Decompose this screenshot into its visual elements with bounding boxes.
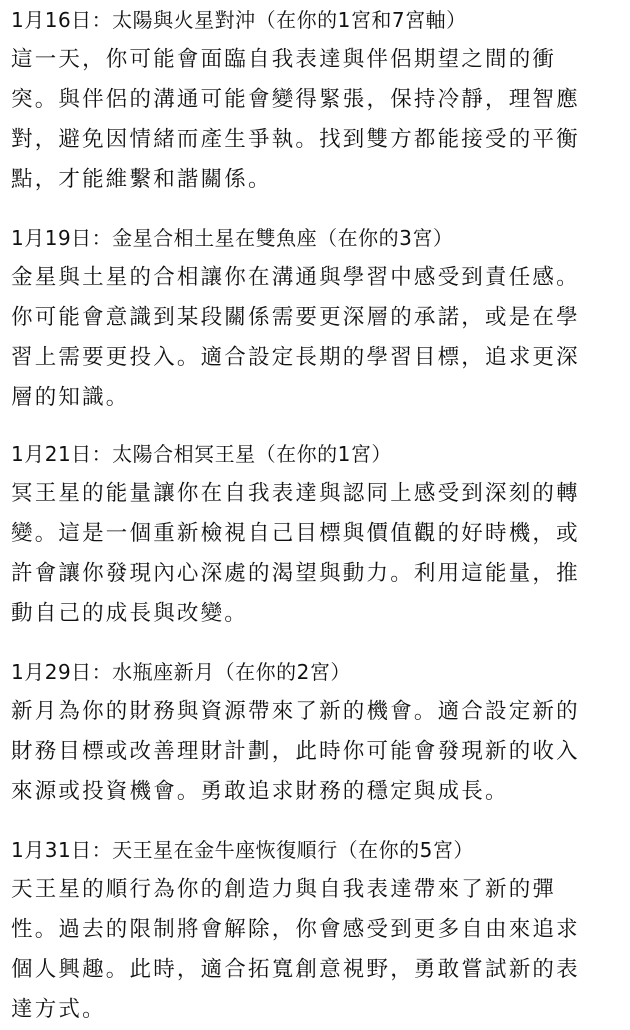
entry-line: 達方式。 <box>11 997 106 1022</box>
entry-line: 對，避免因情緒而產生爭執。找到雙方都能接受的平衡 <box>11 127 580 152</box>
entry-line: 你可能會意識到某段關係需要更深層的承諾，或是在學 <box>11 305 580 330</box>
entry-line: 變。這是一個重新檢視自己目標與價值觀的好時機，或 <box>11 521 580 546</box>
entry-heading: 1月19日：金星合相土星在雙魚座（在你的3宮） <box>11 226 454 250</box>
entry-heading: 1月31日：天王星在金牛座恢復順行（在你的5宮） <box>11 838 474 862</box>
entry-line: 這一天，你可能會面臨自我表達與伴侶期望之間的衝 <box>11 47 557 72</box>
entry-jan31 <box>11 830 623 1030</box>
entry-line: 個人興趣。此時，適合拓寬創意視野，勇敢嘗試新的表 <box>11 957 580 982</box>
entry-line: 新月為你的財務與資源帶來了新的機會。適合設定新的 <box>11 699 580 724</box>
entry-jan19 <box>11 218 623 418</box>
entry-jan16 <box>11 0 623 200</box>
entry-line: 突。與伴侶的溝通可能會變得緊張，保持冷靜，理智應 <box>11 87 580 112</box>
entry-line: 動自己的成長與改變。 <box>11 601 249 626</box>
entry-line: 金星與土星的合相讓你在溝通與學習中感受到責任感。 <box>11 265 580 290</box>
entry-line: 點，才能維繫和諧關係。 <box>11 167 272 192</box>
entry-line: 天王星的順行為你的創造力與自我表達帶來了新的彈 <box>11 877 557 902</box>
entry-line: 性。過去的限制將會解除，你會感受到更多自由來追求 <box>11 917 580 942</box>
entry-line: 許會讓你發現內心深處的渴望與動力。利用這能量，推 <box>11 561 580 586</box>
entry-line: 來源或投資機會。勇敢追求財務的穩定與成長。 <box>11 779 509 804</box>
entry-jan21 <box>11 434 623 634</box>
entry-heading: 1月16日：太陽與火星對沖（在你的1宮和7宮軸） <box>11 8 467 32</box>
entry-heading: 1月29日：水瓶座新月（在你的2宮） <box>11 660 351 684</box>
entry-line: 財務目標或改善理財計劃，此時你可能會發現新的收入 <box>11 739 580 764</box>
entry-line: 層的知識。 <box>11 385 130 410</box>
entry-line: 習上需要更投入。適合設定長期的學習目標，追求更深 <box>11 345 580 370</box>
entry-heading: 1月21日：太陽合相冥王星（在你的1宮） <box>11 442 392 466</box>
entry-line: 冥王星的能量讓你在自我表達與認同上感受到深刻的轉 <box>11 481 580 506</box>
entry-jan29 <box>11 652 623 812</box>
